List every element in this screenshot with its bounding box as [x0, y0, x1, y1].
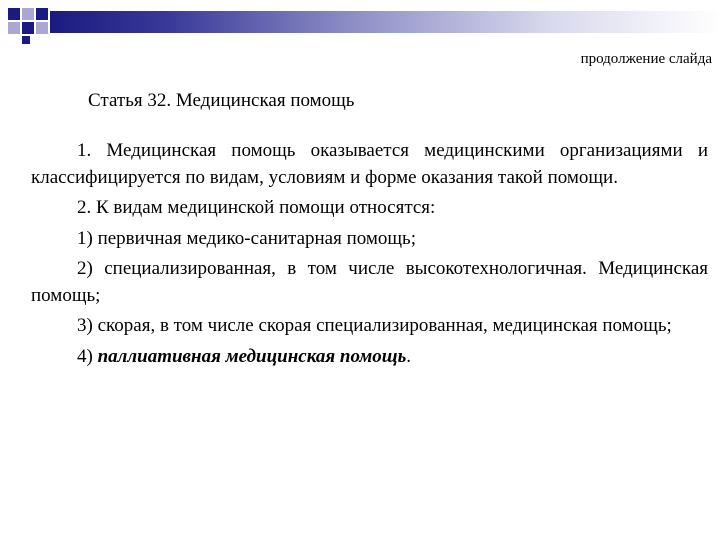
deco-square-light-3 [36, 22, 48, 34]
continued-slide-label: продолжение слайда [580, 51, 712, 67]
deco-square-dark-2 [36, 8, 48, 20]
deco-square-light-2 [8, 22, 20, 34]
list-item-primary-care: 1) первичная медико-санитарная помощь; [77, 227, 416, 249]
paragraph-item-1: 1. Медицинская помощь оказывается медицинскими организациями и классифицируется по видам, условиям и форме оказания такой помощи. [31, 140, 708, 188]
deco-gradient-bar [50, 11, 720, 33]
list-item-emergency-care: 3) скорая, в том числе скорая специализированная, медицинская помощь; [77, 315, 672, 336]
slide-header-decoration [0, 0, 720, 44]
article-body [31, 138, 708, 374]
list-item-palliative-care [31, 344, 708, 371]
deco-square-dark-4 [22, 36, 30, 44]
palliative-suffix: . [406, 345, 412, 367]
palliative-prefix: 4) [77, 345, 98, 367]
deco-square-light-1 [22, 8, 34, 20]
palliative-emphasis: паллиативная медицинская помощь [97, 345, 407, 367]
paragraph-item-2: 2. К видам медицинской помощи относятся: [77, 197, 436, 218]
deco-square-dark-1 [8, 8, 20, 20]
article-title: Статья 32. Медицинская помощь [88, 90, 355, 111]
deco-square-dark-3 [22, 22, 34, 34]
list-item-specialized-care: 2) специализированная, в том числе высокотехнологичная. Медицинская помощь; [31, 258, 708, 306]
